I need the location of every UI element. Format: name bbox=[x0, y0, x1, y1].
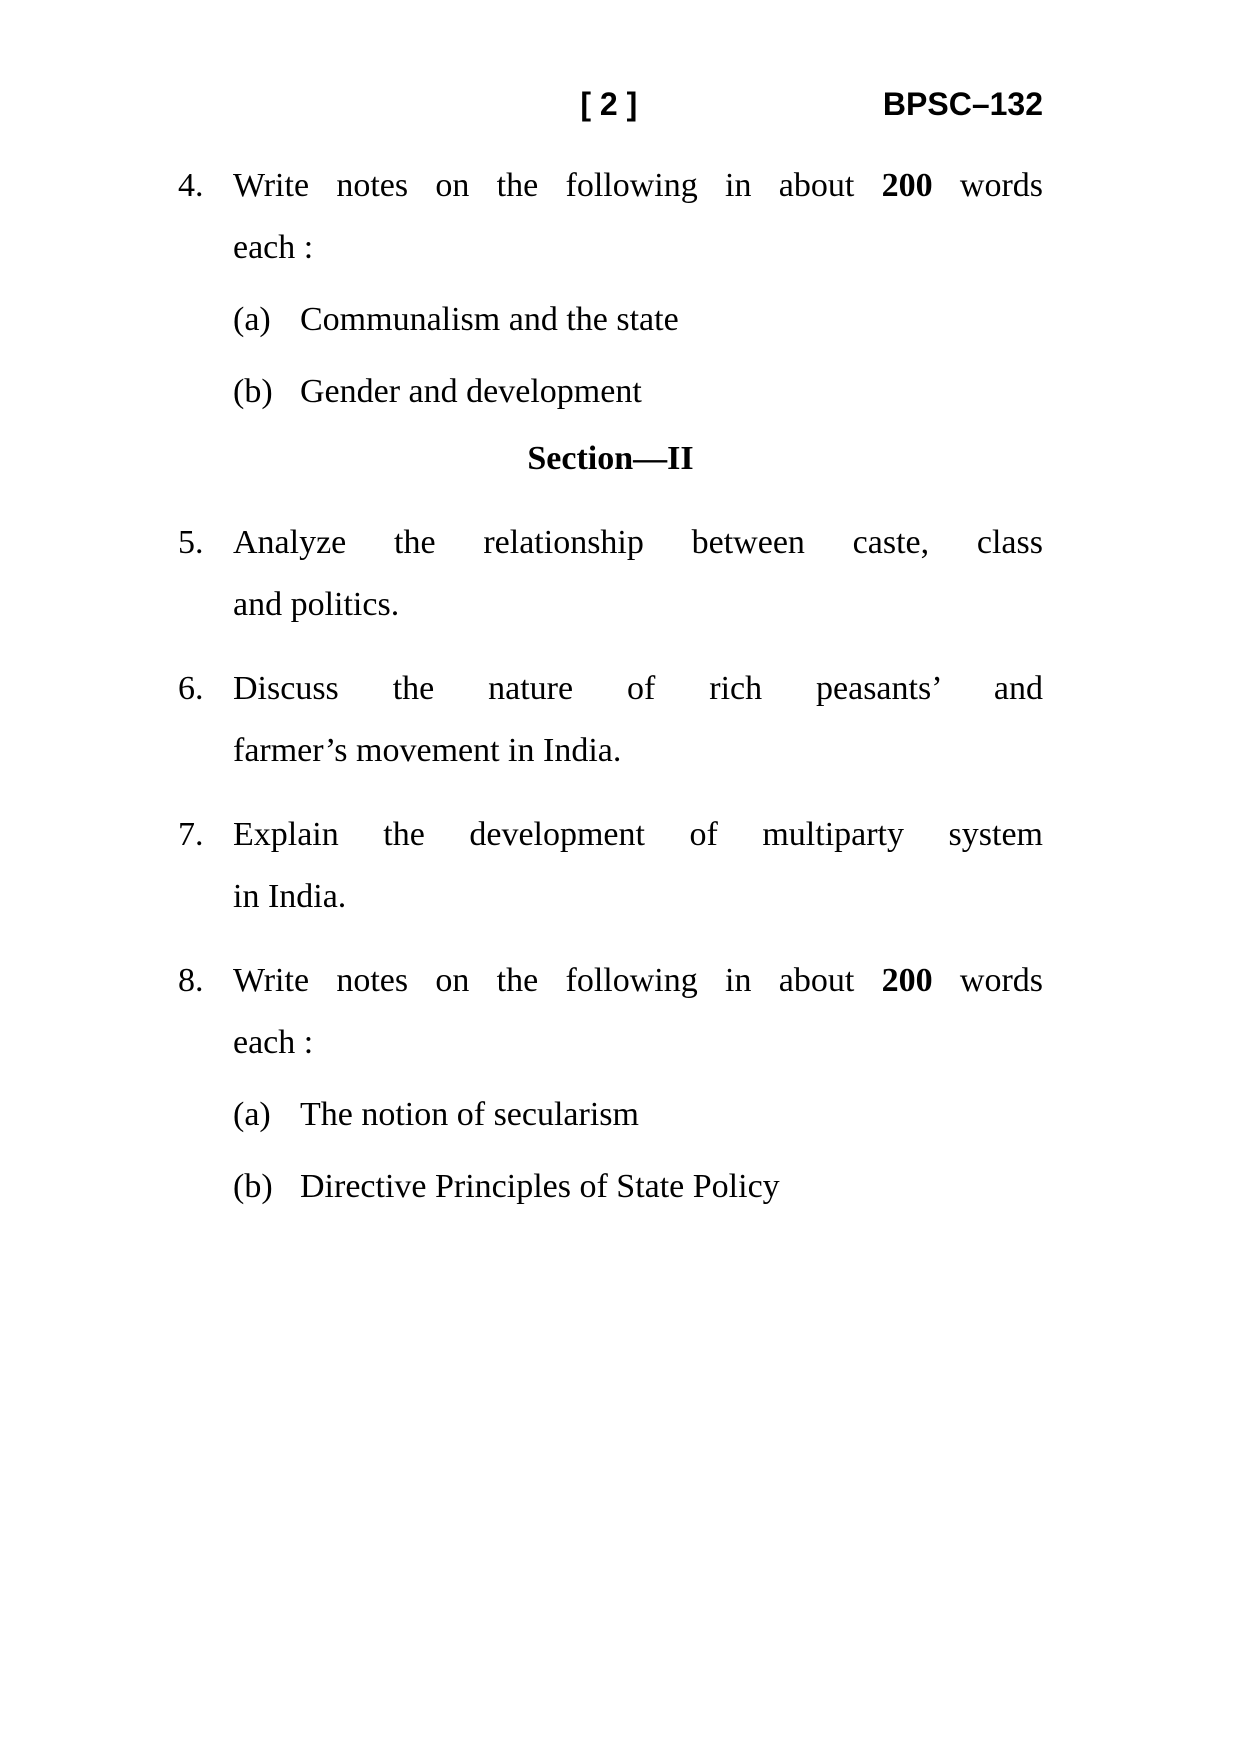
question-4-subitem-b bbox=[233, 361, 1043, 423]
question-6-body bbox=[233, 658, 1043, 782]
question-8 bbox=[178, 950, 1043, 1218]
question-4-line-2: each : bbox=[233, 229, 314, 266]
question-4-subitem-a bbox=[233, 289, 1043, 351]
question-8-word-count: 200 bbox=[881, 962, 933, 999]
question-6 bbox=[178, 658, 1043, 782]
paper-code: BPSC–132 bbox=[882, 86, 1043, 122]
question-7-body bbox=[233, 804, 1043, 928]
question-7-line-2: in India. bbox=[233, 878, 347, 915]
question-5-number: 5. bbox=[178, 524, 204, 561]
question-4 bbox=[178, 155, 1043, 423]
question-4-line-1 bbox=[233, 155, 1043, 217]
question-8-line-2: each : bbox=[233, 1024, 314, 1061]
page-header bbox=[178, 85, 1043, 123]
section-2-heading: Section—II bbox=[527, 440, 694, 477]
question-4-text-pre: Write notes on the following in about bbox=[233, 167, 882, 204]
question-4-number: 4. bbox=[178, 167, 204, 204]
question-4-subitem-b-text: Gender and development bbox=[300, 373, 642, 410]
question-5-line-1: Analyze the relationship between caste, class bbox=[233, 524, 1043, 561]
question-8-text-pre: Write notes on the following in about bbox=[233, 962, 882, 999]
question-4-subitem-b-label: (b) bbox=[233, 373, 273, 410]
question-4-subitem-a-text: Communalism and the state bbox=[300, 301, 679, 338]
question-8-text-post: words bbox=[932, 962, 1043, 999]
question-8-subitem-a-label: (a) bbox=[233, 1096, 271, 1133]
question-6-line-2: farmer’s movement in India. bbox=[233, 732, 622, 769]
page-number: [ 2 ] bbox=[580, 86, 638, 122]
question-8-number: 8. bbox=[178, 962, 204, 999]
question-8-line-1 bbox=[233, 950, 1043, 1012]
question-6-line-1: Discuss the nature of rich peasants’ and bbox=[233, 670, 1043, 707]
question-4-text-post: words bbox=[932, 167, 1043, 204]
question-8-subitem-b-text: Directive Principles of State Policy bbox=[300, 1168, 780, 1205]
question-7-line-1: Explain the development of multiparty system bbox=[233, 816, 1043, 853]
question-8-subitem-b-label: (b) bbox=[233, 1168, 273, 1205]
question-8-subitem-a-text: The notion of secularism bbox=[300, 1096, 639, 1133]
question-7-number: 7. bbox=[178, 816, 204, 853]
question-8-subitem-a bbox=[233, 1084, 1043, 1146]
question-7 bbox=[178, 804, 1043, 928]
question-5-body bbox=[233, 512, 1043, 636]
question-4-word-count: 200 bbox=[881, 167, 933, 204]
question-8-body bbox=[233, 950, 1043, 1218]
question-5-line-2: and politics. bbox=[233, 586, 400, 623]
question-5 bbox=[178, 512, 1043, 636]
question-4-subitem-a-label: (a) bbox=[233, 301, 271, 338]
question-4-body bbox=[233, 155, 1043, 423]
question-6-number: 6. bbox=[178, 670, 204, 707]
question-list bbox=[178, 155, 1043, 1218]
question-8-subitem-b bbox=[233, 1156, 1043, 1218]
